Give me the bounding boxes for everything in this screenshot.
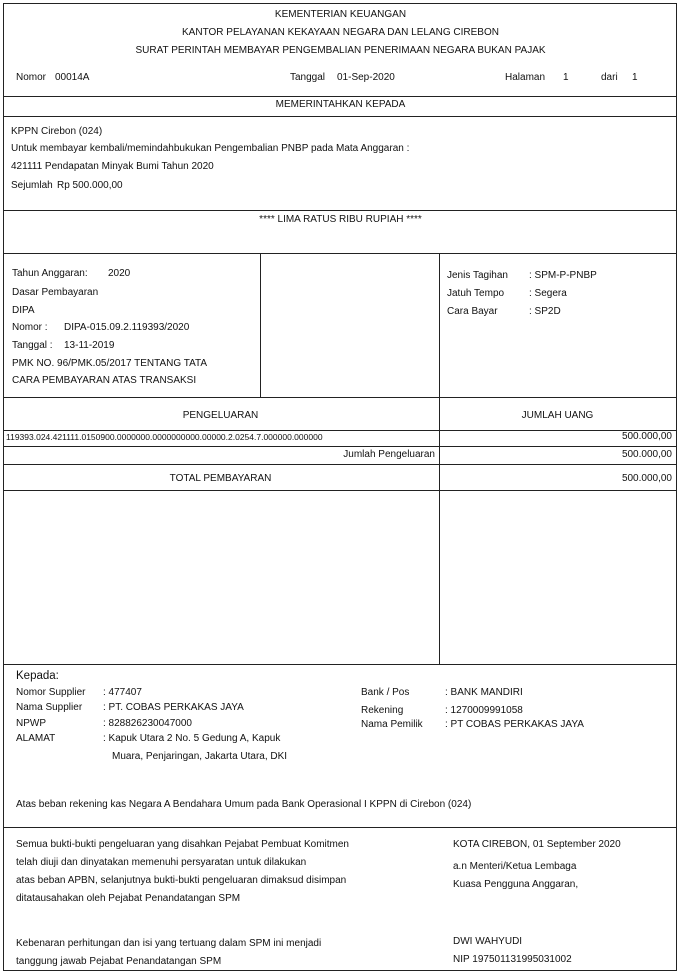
mata-anggaran: 421111 Pendapatan Minyak Bumi Tahun 2020	[11, 161, 214, 172]
divider	[4, 116, 676, 117]
nama-supplier-value: : PT. COBAS PERKAKAS JAYA	[103, 702, 244, 713]
npwp-label: NPWP	[16, 718, 46, 729]
dari-value: 1	[632, 72, 638, 83]
halaman-label: Halaman	[505, 72, 546, 83]
jatuh-tempo-value: : Segera	[529, 288, 567, 299]
divider	[4, 827, 676, 828]
place-date: KOTA CIREBON, 01 September 2020	[453, 839, 621, 850]
kppn-text: KPPN Cirebon (024)	[11, 126, 103, 137]
office-title: KANTOR PELAYANAN KEKAYAAN NEGARA DAN LELANG CIREBON	[182, 27, 499, 38]
divider	[4, 96, 676, 97]
pmk-line2: CARA PEMBAYARAN ATAS TRANSAKSI	[12, 375, 197, 386]
tanggal-label: Tanggal	[290, 72, 326, 83]
bank-label: Bank / Pos	[361, 687, 410, 698]
nomor-value: 00014A	[55, 72, 90, 83]
divider	[4, 253, 676, 254]
account-code: 119393.024.421111.0150900.0000000.0000000000.00000.2.0254.7.000000.000000	[6, 432, 323, 442]
sejumlah-value: Rp 500.000,00	[57, 180, 123, 191]
dipa-nomor-label: Nomor :	[12, 322, 48, 333]
nomor-supplier-value: : 477407	[103, 687, 142, 698]
kuasa-pengguna-anggaran: Kuasa Pengguna Anggaran,	[453, 879, 579, 890]
dasar-pembayaran: Dasar Pembayaran	[12, 287, 99, 298]
cara-bayar-value: : SP2D	[529, 306, 561, 317]
divider	[4, 210, 676, 211]
halaman-value: 1	[563, 72, 569, 83]
sejumlah-label: Sejumlah	[11, 180, 53, 191]
rekening-label: Rekening	[361, 705, 404, 716]
order-title: MEMERINTAHKAN KEPADA	[275, 99, 406, 110]
jumlah-pengeluaran-label: Jumlah Pengeluaran	[343, 449, 435, 460]
statement-line4: ditatausahakan oleh Pejabat Penandatangan SPM	[16, 893, 241, 904]
dipa-tanggal-label: Tanggal :	[12, 340, 53, 351]
nomor-label: Nomor	[16, 72, 47, 83]
dipa-nomor-value: DIPA-015.09.2.119393/2020	[64, 322, 190, 333]
beban-text: Atas beban rekening kas Negara A Bendahara Umum pada Bank Operasional I KPPN di Cirebon (024)	[16, 799, 472, 810]
nama-supplier-label: Nama Supplier	[16, 702, 83, 713]
divider	[4, 397, 676, 398]
bank-value: : BANK MANDIRI	[445, 687, 523, 698]
jumlah-pengeluaran-value: 500.000,00	[621, 449, 672, 460]
document-title: SURAT PERINTAH MEMBAYAR PENGEMBALIAN PENERIMAAN NEGARA BUKAN PAJAK	[135, 45, 546, 56]
kepada-title: Kepada:	[16, 670, 59, 682]
account-amount: 500.000,00	[621, 431, 672, 442]
pemilik-label: Nama Pemilik	[361, 719, 423, 730]
divider	[4, 664, 676, 665]
dari-label: dari	[601, 72, 618, 83]
tahun-anggaran-value: 2020	[108, 268, 131, 279]
divider	[260, 253, 261, 397]
pengeluaran-header: PENGELUARAN	[182, 410, 259, 421]
divider	[4, 430, 676, 431]
statement-line1: Semua bukti-bukti pengeluaran yang disahkan Pejabat Pembuat Komitmen	[16, 839, 349, 850]
total-pembayaran-value: 500.000,00	[621, 473, 672, 484]
instruction-text: Untuk membayar kembali/memindahbukukan Pengembalian PNBP pada Mata Anggaran :	[11, 143, 410, 154]
divider	[4, 464, 676, 465]
divider	[4, 446, 676, 447]
divider	[439, 253, 440, 397]
pmk-line1: PMK NO. 96/PMK.05/2017 TENTANG TATA	[12, 358, 208, 369]
npwp-value: : 828826230047000	[103, 718, 192, 729]
alamat-value-line2: Muara, Penjaringan, Jakarta Utara, DKI	[112, 751, 288, 762]
statement-line6: tanggung jawab Pejabat Penandatangan SPM	[16, 956, 222, 967]
terbilang-text: **** LIMA RATUS RIBU RUPIAH ****	[259, 214, 422, 225]
signer-name: DWI WAHYUDI	[453, 936, 523, 947]
tahun-anggaran-label: Tahun Anggaran:	[12, 268, 88, 279]
dipa-tanggal-value: 13-11-2019	[64, 340, 115, 351]
pemilik-value: : PT COBAS PERKAKAS JAYA	[445, 719, 584, 730]
total-pembayaran-label: TOTAL PEMBAYARAN	[169, 473, 272, 484]
statement-line3: atas beban APBN, selanjutnya bukti-bukti pengeluaran dimaksud disimpan	[16, 875, 347, 886]
dipa-label: DIPA	[12, 305, 35, 316]
nomor-supplier-label: Nomor Supplier	[16, 687, 86, 698]
statement-line5: Kebenaran perhitungan dan isi yang tertuang dalam SPM ini menjadi	[16, 938, 322, 949]
signer-nip: NIP 197501131995031002	[453, 954, 572, 965]
ministry-title: KEMENTERIAN KEUANGAN	[274, 9, 407, 20]
alamat-value-line1: : Kapuk Utara 2 No. 5 Gedung A, Kapuk	[103, 733, 281, 744]
cara-bayar-label: Cara Bayar	[447, 306, 498, 317]
alamat-label: ALAMAT	[16, 733, 56, 744]
jumlah-uang-header: JUMLAH UANG	[521, 410, 594, 421]
divider	[4, 490, 676, 491]
jenis-tagihan-label: Jenis Tagihan	[447, 270, 508, 281]
jatuh-tempo-label: Jatuh Tempo	[447, 288, 505, 299]
jenis-tagihan-value: : SPM-P-PNBP	[529, 270, 597, 281]
rekening-value: : 1270009991058	[445, 705, 523, 716]
atas-nama: a.n Menteri/Ketua Lembaga	[453, 861, 577, 872]
statement-line2: telah diuji dan dinyatakan memenuhi persyaratan untuk dilakukan	[16, 857, 307, 868]
tanggal-value: 01-Sep-2020	[337, 72, 395, 83]
